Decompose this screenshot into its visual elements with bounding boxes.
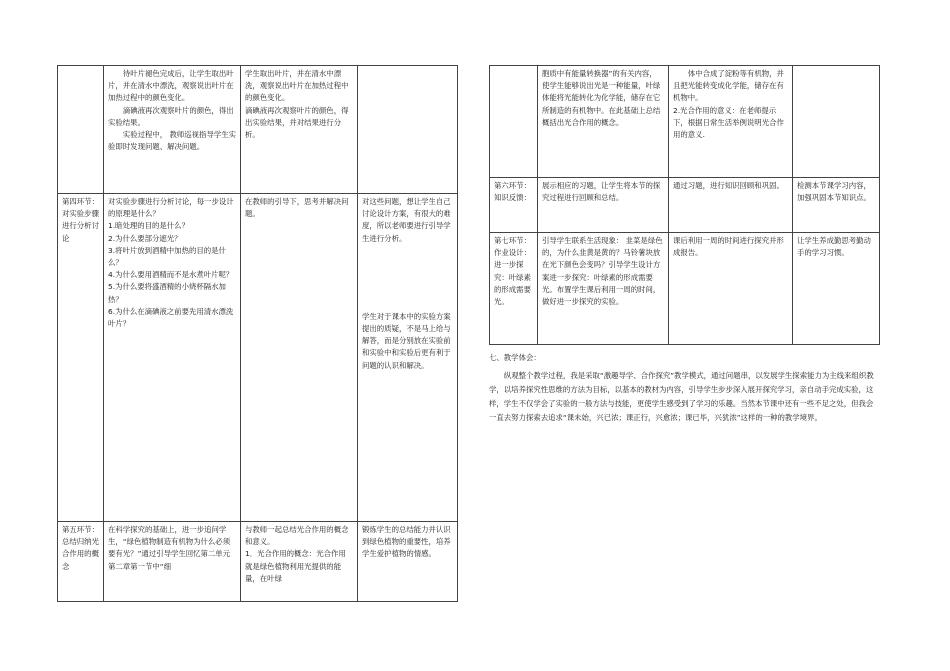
question-item: 5.为什么要将盛酒精的小烧杯隔水加热？ — [108, 282, 226, 304]
table-row — [58, 522, 458, 602]
paragraph: 待叶片褪色完成后，让学生取出叶片，并在清水中漂洗，观察说出叶片在加热过程中的颜色变化。 — [108, 69, 234, 103]
paragraph: 滴碘液再次观察叶片的颜色，得出实验结果，并对结果进行分析。 — [245, 105, 349, 140]
teacher-activity-cell: 引导学生联系生活现象： 韭菜是绿色的，为什么韭黄是黄的？马铃薯块放在光下颜色会变吗？引导学生设计方案进一步探究：叶绿素的形成需要光。布置学生课后利用一周的时间，做好进一步探究的实验。 — [538, 233, 669, 345]
student-activity-cell — [669, 66, 793, 178]
student-activity-cell — [241, 522, 358, 602]
design-intent-cell — [358, 194, 458, 522]
table-row — [58, 194, 458, 522]
table-row — [490, 233, 880, 345]
reflection-paragraph: 纵观整个教学过程，我是采取“激趣导学、合作探究”教学模式，通过问题串，以发展学生探索能力为主线来组织教学，以培养探究性思维的方法为目标，以基本的教材为内容，引导学生步步深入展开探究学习，亲自动手完成实验，这样，学生不仅学会了实验的一般方法与技能，更使学生感受到了学习的乐趣。当然本节课中还有一些不足之处，但我会一直去努力探索去追求“课未始，兴已浓；课正行，兴愈浓；课已毕，兴犹浓”这样的一种的教学境界。 — [489, 371, 874, 422]
question-item: 4.为什么要用酒精而不是水煮叶片呢？ — [108, 270, 234, 280]
design-intent-cell — [358, 66, 458, 194]
lesson-table-left — [57, 65, 458, 602]
paragraph: 滴碘液再次观察叶片的颜色，得出实验结果。 — [108, 105, 234, 127]
paragraph: 学生取出叶片，并在清水中漂洗，观察说出叶片在加热过程中的颜色变化。 — [245, 69, 349, 103]
student-activity-cell: 课后利用一周的时间进行探究并形成报告。 — [669, 233, 793, 345]
teacher-activity-cell — [104, 66, 241, 194]
design-intent-cell: 检测本节课学习内容，加强巩固本节知识点。 — [793, 178, 880, 233]
section-heading: 七、教学体会： — [489, 353, 541, 362]
student-activity-cell — [241, 66, 358, 194]
stage-cell: 第六环节：知识反馈： — [490, 178, 538, 233]
teacher-activity-cell: 展示相应的习题，让学生将本节的探究过程进行回顾和总结。 — [538, 178, 669, 233]
question-item: 3.将叶片放到酒精中加热的目的是什么？ — [108, 245, 226, 268]
stage-cell: 第四环节：对实验步骤进行分析讨论 — [58, 194, 104, 522]
question-item: 6.为什么在滴碘液之前要先用清水漂洗叶片？ — [108, 306, 234, 329]
teacher-activity-cell: 在科学探究的基础上，进一步追问学生，“绿色植物制造有机物为什么必须要有光？”通过引导学生回忆第二单元第二章第一节中“细 — [104, 522, 241, 602]
paragraph: 对这些问题，想让学生自己讨论设计方案，有很大的难度，所以老师要进行引导学生进行分析。 — [362, 197, 451, 243]
table-row — [490, 66, 880, 178]
paragraph: 对实验步骤进行分析讨论，每一步设计的原理是什么？ — [108, 197, 234, 219]
paragraph: 2.光合作用的意义：在老师提示下，根据日常生活举例说明光合作用的意义. — [673, 105, 784, 140]
paragraph: 1．光合作用的概念：光合作用就是绿色植物利用光提供的能量，在叶绿 — [245, 549, 346, 583]
stage-cell — [58, 66, 104, 194]
student-activity-cell: 通过习题，进行知识回顾和巩固。 — [669, 178, 793, 233]
paragraph: 与教师一起总结光合作用的概念和意义。 — [245, 525, 349, 547]
stage-cell — [490, 66, 538, 178]
question-item: 2.为什么要部分遮光？ — [108, 233, 182, 243]
paragraph: 学生对于课本中的实验方案提出的质疑，不是马上给与解答，而是分别放在实验前和实验中和实验后更有利于问题的认识和解决。 — [362, 311, 451, 370]
teaching-reflection — [489, 351, 879, 425]
question-item: 1.暗处理的目的是什么？ — [108, 221, 189, 231]
stage-cell: 第五环节：总结归纳光合作用的概念 — [58, 522, 104, 602]
stage-cell: 第七环节：作业设计：进一步探究：叶绿素的形成需要光。 — [490, 233, 538, 345]
table-row — [58, 66, 458, 194]
lesson-table-right — [489, 65, 880, 345]
student-activity-cell: 在教师的引导下，思考并解决问题。 — [241, 194, 358, 522]
design-intent-cell: 让学生养成勤思考勤动手的学习习惯。 — [793, 233, 880, 345]
right-page — [489, 65, 879, 425]
design-intent-cell — [793, 66, 880, 178]
paragraph: 体中合成了淀粉等有机物，并且把光能转变成化学能，储存在有机物中。 — [673, 69, 784, 103]
teacher-activity-cell: 胞质中有能量转换器”的有关内容，使学生能够说出光是一种能量，叶绿体能将光能转化为化学能，储存在它所制造的有机物中。在此基础上总结概括出光合作用的概念。 — [538, 66, 669, 178]
left-page — [57, 65, 457, 602]
table-row — [490, 178, 880, 233]
paragraph: 实验过程中， 教师巡视指导学生实验即时发现问题、解决问题。 — [108, 130, 237, 152]
design-intent-cell: 锻炼学生的总结能力并认识到绿色植物的重要性，培养学生爱护植物的情感。 — [358, 522, 458, 602]
teacher-activity-cell — [104, 194, 241, 522]
